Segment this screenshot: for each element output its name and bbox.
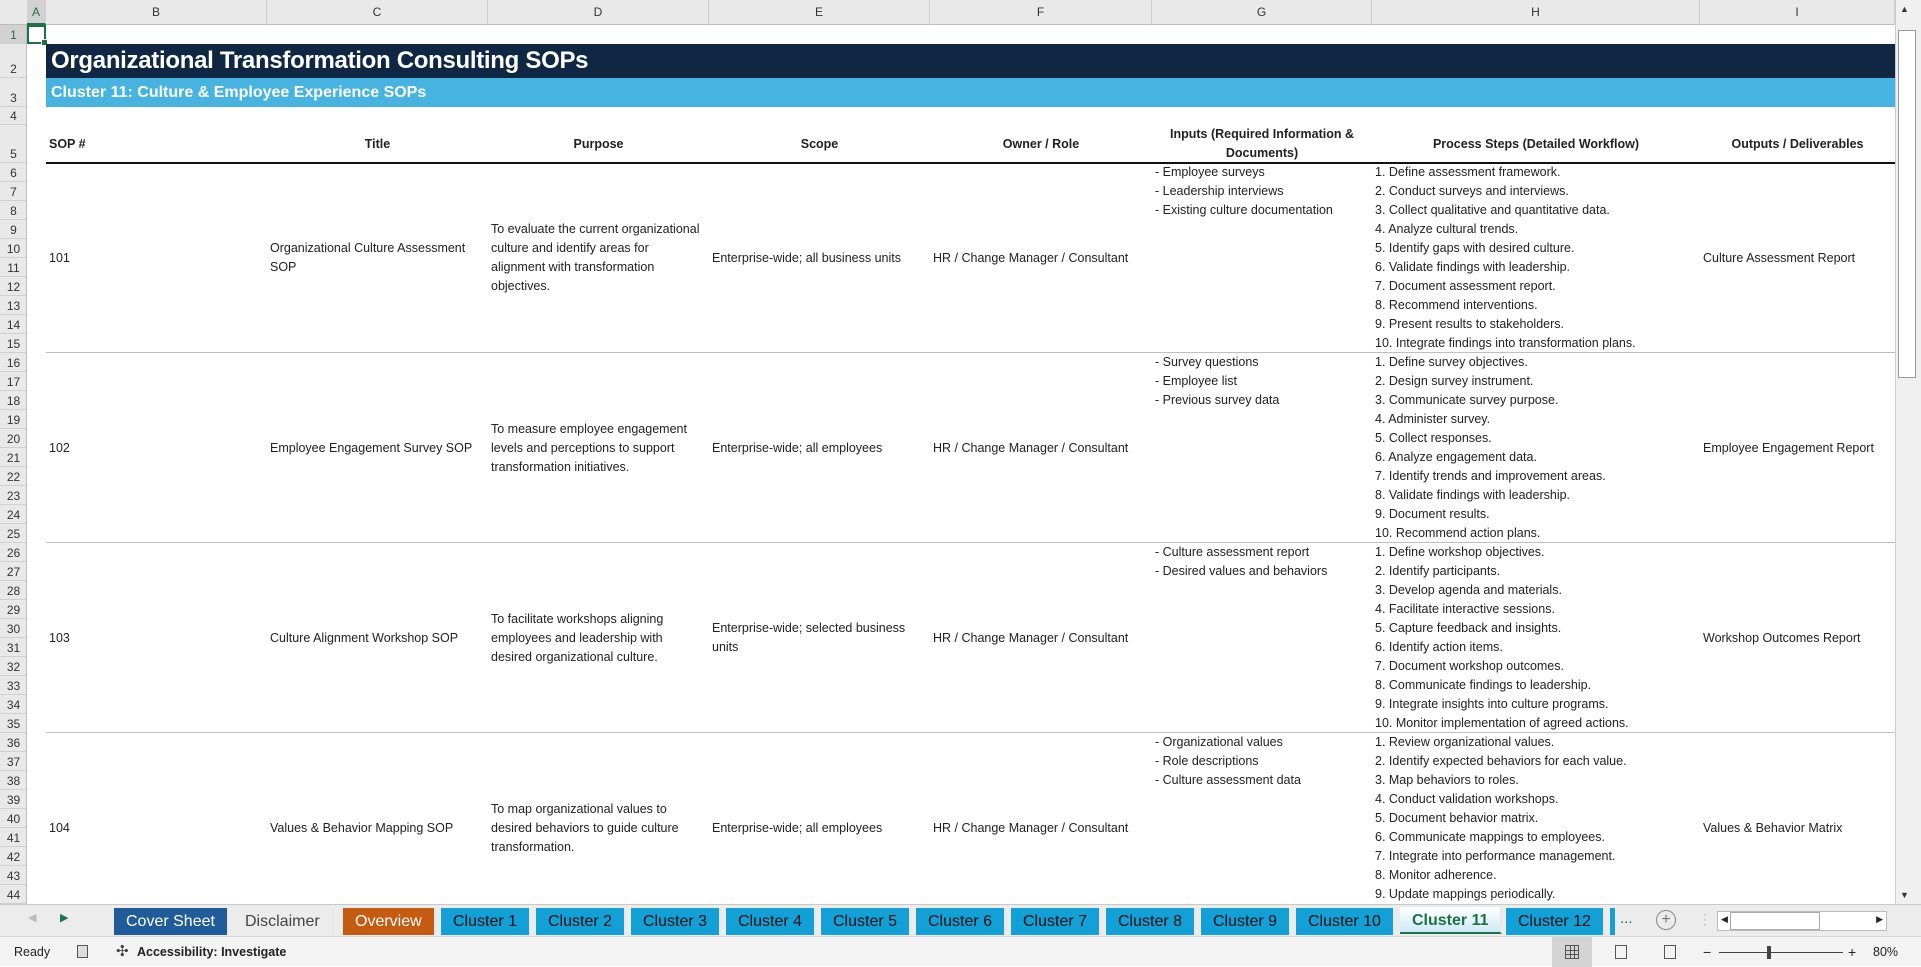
sheet-tab-cluster-4[interactable]: Cluster 4	[726, 908, 816, 935]
column-header-c[interactable]: C	[267, 0, 488, 25]
row-header[interactable]: 41	[0, 828, 27, 847]
row-header[interactable]: 39	[0, 790, 27, 809]
tab-scroll-left-icon[interactable]: ◀	[28, 912, 37, 924]
sop-title-cell[interactable]	[267, 733, 488, 904]
sheet-subtitle: Cluster 11: Culture & Employee Experience SOPs	[46, 78, 1895, 107]
process-step: 7. Identify trends and improvement areas.	[1375, 469, 1606, 483]
sop-title-cell[interactable]	[267, 543, 488, 733]
row-header[interactable]: 23	[0, 486, 27, 505]
process-step: 4. Administer survey.	[1375, 412, 1491, 426]
sop-owner-cell[interactable]	[930, 163, 1152, 353]
row-header[interactable]: 37	[0, 752, 27, 771]
process-step: 7. Integrate into performance management.	[1375, 849, 1616, 863]
row-header[interactable]: 25	[0, 524, 27, 543]
process-step: 5. Document behavior matrix.	[1375, 811, 1539, 825]
row-header[interactable]: 2	[0, 44, 27, 78]
sop-scope-cell[interactable]	[709, 543, 930, 733]
input-item: - Role descriptions	[1155, 754, 1259, 768]
row-header[interactable]: 4	[0, 107, 27, 125]
horizontal-scrollbar[interactable]	[1717, 911, 1887, 931]
process-step: 5. Collect responses.	[1375, 431, 1492, 445]
sop-purpose-cell[interactable]	[488, 733, 709, 904]
row-header[interactable]: 29	[0, 600, 27, 619]
row-header[interactable]: 8	[0, 201, 27, 220]
column-title: Scope	[800, 136, 839, 151]
process-step: 8. Validate findings with leadership.	[1375, 488, 1571, 502]
row-header[interactable]: 26	[0, 543, 27, 562]
more-tabs-button[interactable]: ...	[1620, 910, 1633, 927]
sop-output: Workshop Outcomes Report	[1703, 630, 1861, 645]
sop-owner-cell[interactable]	[930, 733, 1152, 904]
sop-title-cell[interactable]	[267, 163, 488, 353]
column-header-e[interactable]: E	[709, 0, 930, 25]
scroll-down-icon[interactable]: ▼	[1900, 890, 1909, 900]
page-break-view-icon[interactable]	[1664, 945, 1676, 959]
sop-steps-cell[interactable]	[1372, 353, 1606, 543]
hscroll-left-icon[interactable]: ◀	[1721, 914, 1728, 924]
input-item: - Culture assessment report	[1155, 545, 1310, 559]
column-title: Purpose	[573, 136, 624, 151]
input-item: - Leadership interviews	[1155, 184, 1284, 198]
process-step: 10. Recommend action plans.	[1375, 526, 1541, 540]
sheet-tab-cluster-6[interactable]: Cluster 6	[916, 908, 1006, 935]
process-step: 10. Monitor implementation of agreed actions.	[1375, 716, 1629, 730]
process-step: 9. Update mappings periodically.	[1375, 887, 1556, 901]
row-header[interactable]: 15	[0, 334, 27, 353]
column-header-h[interactable]: H	[1372, 0, 1700, 25]
process-step: 1. Define workshop objectives.	[1375, 545, 1545, 559]
row-header[interactable]: 21	[0, 448, 27, 467]
row-header[interactable]: 3	[0, 78, 27, 107]
sop-scope: Enterprise-wide; selected business units	[712, 621, 906, 654]
row-header[interactable]: 28	[0, 581, 27, 600]
sheet-title: Organizational Transformation Consulting SOPs	[46, 44, 1895, 78]
row-header[interactable]: 17	[0, 372, 27, 391]
row-header[interactable]: 22	[0, 467, 27, 486]
column-header-f[interactable]: F	[930, 0, 1152, 25]
sop-output: Culture Assessment Report	[1703, 250, 1856, 265]
process-step: 9. Integrate insights into culture programs.	[1375, 697, 1609, 711]
sop-sop-cell[interactable]	[46, 353, 267, 543]
process-step: 6. Communicate mappings to employees.	[1375, 830, 1605, 844]
column-header-a[interactable]: A	[27, 0, 46, 25]
sop-inputs-cell[interactable]	[1152, 353, 1279, 410]
tab-strip-edge	[1610, 908, 1615, 935]
sheet-tab-cluster-9[interactable]: Cluster 9	[1201, 908, 1291, 935]
process-step: 4. Conduct validation workshops.	[1375, 792, 1559, 806]
column-header-g[interactable]: G	[1152, 0, 1372, 25]
sop-purpose-cell[interactable]	[488, 543, 709, 733]
sop-scope: Enterprise-wide; all employees	[712, 820, 883, 835]
sheet-tab-overview[interactable]: Overview	[343, 908, 436, 935]
row-header[interactable]: 24	[0, 505, 27, 524]
process-step: 8. Communicate findings to leadership.	[1375, 678, 1592, 692]
row-header[interactable]: 33	[0, 676, 27, 695]
sop-output-cell[interactable]	[1700, 163, 1895, 353]
process-step: 4. Analyze cultural trends.	[1375, 222, 1519, 236]
sop-scope: Enterprise-wide; all business units	[712, 250, 901, 265]
sop-owner-cell[interactable]	[930, 353, 1152, 543]
column-title: SOP #	[49, 136, 86, 151]
sop-inputs-cell[interactable]	[1152, 543, 1327, 581]
process-step: 2. Conduct surveys and interviews.	[1375, 184, 1569, 198]
process-step: 2. Design survey instrument.	[1375, 374, 1534, 388]
row-header[interactable]: 7	[0, 182, 27, 201]
input-item: - Culture assessment data	[1155, 773, 1301, 787]
column-title: Inputs (Required Information & Documents)	[1169, 127, 1355, 160]
sop-output: Employee Engagement Report	[1703, 440, 1874, 455]
row-header[interactable]: 6	[0, 163, 27, 182]
column-title: Outputs / Deliverables	[1731, 136, 1864, 151]
sheet-tab-cluster-2[interactable]: Cluster 2	[536, 908, 626, 935]
sop-owner-cell[interactable]	[930, 543, 1152, 733]
row-header[interactable]: 1	[0, 25, 27, 44]
input-item: - Organizational values	[1155, 735, 1283, 749]
horizontal-scroll-thumb[interactable]	[1730, 912, 1820, 930]
zoom-out-button[interactable]: −	[1703, 944, 1712, 960]
sheet-tab-cluster-7[interactable]: Cluster 7	[1011, 908, 1101, 935]
sop-sop: 103	[49, 630, 70, 645]
row-header[interactable]: 27	[0, 562, 27, 581]
sheet-tab-bar	[0, 904, 1921, 936]
accessibility-status[interactable]: Accessibility: Investigate	[137, 945, 287, 959]
row-header[interactable]: 34	[0, 695, 27, 714]
sheet-tab-disclaimer[interactable]: Disclaimer	[233, 908, 334, 935]
splitter-handle[interactable]: ⋮	[1698, 911, 1712, 927]
sop-steps-cell[interactable]	[1372, 163, 1636, 353]
input-item: - Existing culture documentation	[1155, 203, 1333, 217]
row-header[interactable]: 9	[0, 220, 27, 239]
sop-steps-cell[interactable]	[1372, 543, 1629, 733]
sop-purpose: To evaluate the current organizational culture and identify areas for alignment with transformation objectives.	[491, 222, 700, 293]
column-title: Owner / Role	[1002, 136, 1080, 151]
sop-steps-cell[interactable]	[1372, 733, 1627, 904]
row-header[interactable]: 19	[0, 410, 27, 429]
process-step: 6. Validate findings with leadership.	[1375, 260, 1571, 274]
sop-sop-cell[interactable]	[46, 733, 267, 904]
input-item: - Survey questions	[1155, 355, 1259, 369]
process-step: 8. Recommend interventions.	[1375, 298, 1538, 312]
sop-sop-cell[interactable]	[46, 163, 267, 353]
sop-output-cell[interactable]	[1700, 543, 1895, 733]
process-step: 1. Review organizational values.	[1375, 735, 1555, 749]
sop-purpose-cell[interactable]	[488, 163, 709, 353]
input-item: - Employee surveys	[1155, 165, 1265, 179]
sop-title: Values & Behavior Mapping SOP	[270, 820, 454, 835]
sop-sop: 101	[49, 250, 70, 265]
column-title: Title	[364, 136, 391, 151]
sop-scope-cell[interactable]	[709, 163, 930, 353]
sheet-tab-cluster-11[interactable]: Cluster 11	[1400, 907, 1502, 934]
process-step: 10. Integrate findings into transformation plans.	[1375, 336, 1636, 350]
row-header[interactable]: 14	[0, 315, 27, 334]
sop-inputs-cell[interactable]	[1152, 163, 1333, 220]
sheet-tab-cover-sheet[interactable]: Cover Sheet	[114, 908, 229, 935]
row-header[interactable]: 36	[0, 733, 27, 752]
sop-title: Culture Alignment Workshop SOP	[270, 630, 459, 645]
sop-title: Employee Engagement Survey SOP	[270, 440, 473, 455]
column-header-i[interactable]: I	[1700, 0, 1895, 25]
sop-output: Values & Behavior Matrix	[1703, 820, 1843, 835]
row-header[interactable]: 18	[0, 391, 27, 410]
row-header[interactable]: 44	[0, 885, 27, 904]
sop-purpose-cell[interactable]	[488, 353, 709, 543]
row-header[interactable]: 38	[0, 771, 27, 790]
row-header[interactable]: 5	[0, 125, 27, 163]
process-step: 5. Identify gaps with desired culture.	[1375, 241, 1575, 255]
sop-owner: HR / Change Manager / Consultant	[933, 250, 1129, 265]
row-header[interactable]: 11	[0, 258, 27, 277]
sop-purpose: To map organizational values to desired behaviors to guide culture transformation.	[491, 801, 679, 854]
sheet-tab-cluster-10[interactable]: Cluster 10	[1296, 908, 1395, 935]
sheet-tab-cluster-3[interactable]: Cluster 3	[631, 908, 721, 935]
row-header[interactable]: 10	[0, 239, 27, 258]
zoom-in-button[interactable]: +	[1848, 944, 1857, 960]
row-header[interactable]: 31	[0, 638, 27, 657]
process-step: 8. Monitor adherence.	[1375, 868, 1497, 882]
column-header-d[interactable]: D	[488, 0, 709, 25]
macro-record-icon[interactable]	[77, 945, 88, 958]
column-header-b[interactable]: B	[46, 0, 267, 25]
sop-owner: HR / Change Manager / Consultant	[933, 820, 1129, 835]
sop-sop-cell[interactable]	[46, 543, 267, 733]
sheet-tab-cluster-12[interactable]: Cluster 12	[1506, 908, 1605, 935]
row-header[interactable]: 35	[0, 714, 27, 733]
process-step: 2. Identify participants.	[1375, 564, 1501, 578]
sop-scope: Enterprise-wide; all employees	[712, 440, 883, 455]
status-ready: Ready	[14, 945, 51, 959]
normal-view-button[interactable]	[1552, 937, 1592, 967]
sop-owner: HR / Change Manager / Consultant	[933, 630, 1129, 645]
sop-sop: 104	[49, 820, 70, 835]
row-header[interactable]: 13	[0, 296, 27, 315]
sop-sop: 102	[49, 440, 70, 455]
row-header[interactable]: 32	[0, 657, 27, 676]
input-item: - Desired values and behaviors	[1155, 564, 1328, 578]
row-header[interactable]: 43	[0, 866, 27, 885]
vertical-scroll-thumb[interactable]	[1898, 30, 1916, 378]
process-step: 3. Map behaviors to roles.	[1375, 773, 1519, 787]
row-header[interactable]: 20	[0, 429, 27, 448]
row-header[interactable]: 12	[0, 277, 27, 296]
row-header[interactable]: 40	[0, 809, 27, 828]
process-step: 3. Develop agenda and materials.	[1375, 583, 1562, 597]
process-step: 6. Identify action items.	[1375, 640, 1503, 654]
process-step: 6. Analyze engagement data.	[1375, 450, 1537, 464]
status-bar	[0, 936, 1921, 966]
sop-output-cell[interactable]	[1700, 353, 1895, 543]
column-title: Process Steps (Detailed Workflow)	[1432, 136, 1640, 151]
sop-purpose: To facilitate workshops aligning employees and leadership with desired organizational culture.	[491, 611, 664, 664]
sop-inputs-cell[interactable]	[1152, 733, 1301, 790]
process-step: 4. Facilitate interactive sessions.	[1375, 602, 1555, 616]
sheet-tab-cluster-5[interactable]: Cluster 5	[821, 908, 911, 935]
sop-output-cell[interactable]	[1700, 733, 1895, 904]
sop-scope-cell[interactable]	[709, 353, 930, 543]
zoom-slider[interactable]	[1719, 952, 1843, 953]
process-step: 7. Document assessment report.	[1375, 279, 1556, 293]
grid-view-icon	[1565, 945, 1579, 959]
process-step: 9. Document results.	[1375, 507, 1490, 521]
sop-title-cell[interactable]	[267, 353, 488, 543]
process-step: 1. Define survey objectives.	[1375, 355, 1528, 369]
row-header[interactable]: 30	[0, 619, 27, 638]
add-sheet-icon[interactable]: +	[1656, 910, 1676, 930]
sop-title: Organizational Culture Assessment SOP	[270, 241, 466, 274]
accessibility-icon[interactable]: ✣	[116, 943, 129, 960]
input-item: - Employee list	[1155, 374, 1237, 388]
hscroll-right-icon[interactable]: ▶	[1876, 914, 1883, 924]
input-item: - Previous survey data	[1155, 393, 1280, 407]
process-step: 1. Define assessment framework.	[1375, 165, 1561, 179]
page-layout-view-icon[interactable]	[1615, 945, 1627, 959]
process-step: 7. Document workshop outcomes.	[1375, 659, 1564, 673]
sheet-tab-cluster-1[interactable]: Cluster 1	[441, 908, 531, 935]
process-step: 2. Identify expected behaviors for each value.	[1375, 754, 1627, 768]
process-step: 3. Communicate survey purpose.	[1375, 393, 1559, 407]
sheet-tab-cluster-8[interactable]: Cluster 8	[1106, 908, 1196, 935]
sop-owner: HR / Change Manager / Consultant	[933, 440, 1129, 455]
row-header[interactable]: 42	[0, 847, 27, 866]
process-step: 3. Collect qualitative and quantitative data.	[1375, 203, 1610, 217]
sop-purpose: To measure employee engagement levels and perceptions to support transformation initiatives.	[491, 421, 687, 474]
zoom-level[interactable]: 80%	[1873, 945, 1899, 959]
tab-scroll-right-icon[interactable]: ▶	[60, 912, 69, 924]
row-header[interactable]: 16	[0, 353, 27, 372]
scroll-up-icon[interactable]: ▲	[1900, 4, 1909, 14]
zoom-slider-thumb[interactable]	[1767, 946, 1771, 959]
sop-scope-cell[interactable]	[709, 733, 930, 904]
process-step: 5. Capture feedback and insights.	[1375, 621, 1562, 635]
process-step: 9. Present results to stakeholders.	[1375, 317, 1564, 331]
